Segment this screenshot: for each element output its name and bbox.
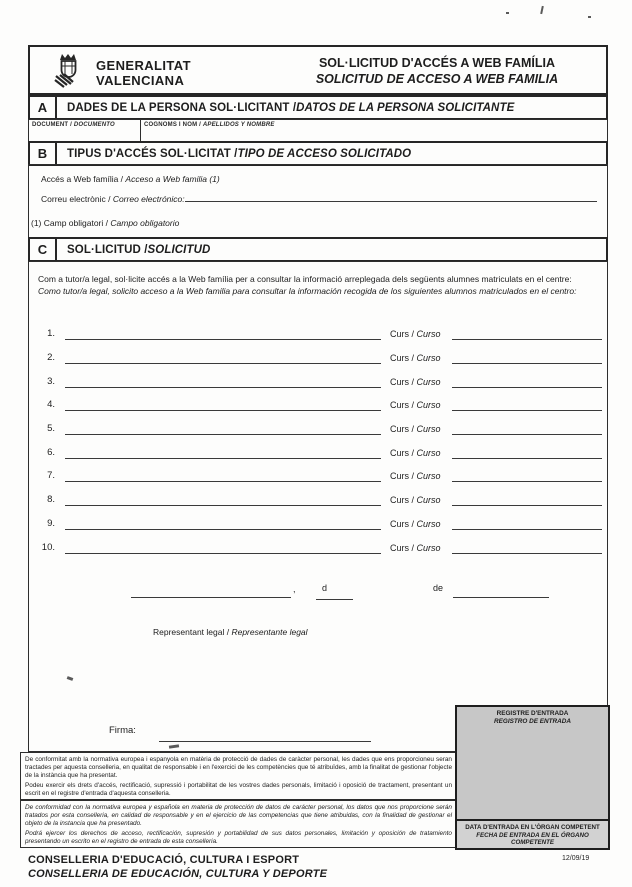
section-a-letter: A <box>30 97 57 118</box>
section-a-header <box>28 95 608 120</box>
representative-ca: Representant legal / <box>153 627 232 637</box>
conselleria-es: CONSELLERIA DE EDUCACIÓN, CULTURA Y DEPORTE <box>28 867 328 880</box>
access-label-es: Acceso a Web familia (1) <box>125 174 220 184</box>
curs-line[interactable] <box>452 467 602 482</box>
access-label-ca: Accés a Web família / <box>41 174 126 184</box>
conselleria-footer <box>28 854 327 881</box>
student-row <box>29 466 609 482</box>
student-row-number: 3. <box>47 376 55 387</box>
legal-es-paragraph-2: Podrá ejercer los derechos de acceso, rectificación, supresión y portabilidad de sus datos personales, limitación y oposición de tratamiento presentando un escrito en el registro de entrada de esta conselleria. <box>25 829 452 845</box>
curs-label-ca: Curs / <box>390 400 417 410</box>
student-row <box>29 372 609 388</box>
curs-label <box>390 447 441 459</box>
curs-label-es: Curso <box>416 495 441 505</box>
curs-label-ca: Curs / <box>390 543 417 553</box>
document-label-ca: DOCUMENT / <box>32 122 74 128</box>
student-row-number: 1. <box>47 328 55 339</box>
data-protection-notice-ca <box>20 752 457 800</box>
place-input-line[interactable] <box>131 584 291 598</box>
signature-line[interactable] <box>159 717 371 742</box>
section-a-fields <box>28 119 608 143</box>
legal-ca-paragraph-1: De conformitat amb la normativa europea i espanyola en matèria de protecció de dades de caràcter personal, les dades que ens proporcioneu seran tractades per aquesta conselleria, en qualitat de responsable i en l'exercici de les competències que té atribuïdes, amb la finalitat de gestionar l'objecte de la instància que ha presentat. <box>25 756 452 779</box>
curs-label-ca: Curs / <box>390 353 417 363</box>
curs-label-es: Curso <box>416 424 441 434</box>
date-d-label: d <box>322 583 328 593</box>
student-name-line[interactable] <box>65 349 381 364</box>
document-field[interactable] <box>29 120 141 142</box>
firma-label: Firma: <box>109 725 136 736</box>
registry-entry-date-label <box>457 819 608 848</box>
section-b-title-es: TIPO DE ACCESO SOLICITADO <box>237 147 412 160</box>
curs-label <box>390 376 441 388</box>
note-es: Campo obligatorio <box>110 218 180 228</box>
student-row <box>29 514 609 530</box>
student-row-number: 6. <box>47 447 55 458</box>
mandatory-field-note <box>31 218 179 228</box>
day-input-line[interactable] <box>316 586 353 600</box>
student-name-line[interactable] <box>65 373 381 388</box>
name-label-ca: COGNOMS I NOM / <box>144 122 203 128</box>
section-b-content <box>28 164 608 238</box>
form-title-ca: SOL·LICITUD D'ACCÉS A WEB FAMÍLIA <box>318 56 556 70</box>
student-name-line[interactable] <box>65 539 381 554</box>
scan-artifact <box>588 16 591 18</box>
curs-label-es: Curso <box>416 543 441 553</box>
curs-line[interactable] <box>452 539 602 554</box>
registry-title-ca: REGISTRE D'ENTRADA <box>496 710 569 717</box>
curs-label-es: Curso <box>416 519 441 529</box>
curs-label-es: Curso <box>416 471 441 481</box>
section-b-title-ca: TIPUS D'ACCÉS SOL·LICITAT / <box>67 147 238 160</box>
date-de-label: de <box>433 583 444 593</box>
name-field[interactable] <box>141 120 607 142</box>
email-input-line[interactable] <box>185 191 597 202</box>
document-label-es: DOCUMENTO <box>73 122 115 128</box>
curs-label <box>390 352 441 364</box>
curs-label <box>390 328 441 340</box>
curs-label-ca: Curs / <box>390 377 417 387</box>
section-b-title <box>57 143 606 164</box>
curs-label <box>390 494 441 506</box>
student-row-number: 9. <box>47 518 55 529</box>
curs-label-es: Curso <box>416 353 441 363</box>
student-row <box>29 490 609 506</box>
name-label-es: APELLIDOS Y NOMBRE <box>202 122 275 128</box>
request-intro-ca: Com a tutor/a legal, sol·licite accés a la Web família per a consultar la informació arreplegada dels següents alumnes matriculats en el centre: <box>38 274 572 284</box>
registry-date-label-ca: DATA D'ENTRADA EN L'ÒRGAN COMPETENT <box>465 824 600 831</box>
scan-artifact <box>506 12 509 14</box>
section-a-title-es: DATOS DE LA PERSONA SOLICITANTE <box>296 101 515 114</box>
registry-title-es: REGISTRO DE ENTRADA <box>493 718 572 725</box>
curs-label <box>390 542 441 554</box>
month-input-line[interactable] <box>453 584 549 598</box>
registry-title <box>457 707 608 726</box>
section-c-title-ca: SOL·LICITUD / <box>67 243 148 256</box>
curs-label-es: Curso <box>416 448 441 458</box>
legal-representative-label <box>153 627 308 637</box>
student-name-line[interactable] <box>65 396 381 411</box>
curs-label-ca: Curs / <box>390 519 417 529</box>
student-name-line[interactable] <box>65 325 381 340</box>
curs-label <box>390 423 441 435</box>
document-field-label <box>29 120 140 128</box>
curs-line[interactable] <box>452 444 602 459</box>
logo-wordmark <box>96 58 191 88</box>
section-c-header <box>28 237 608 262</box>
curs-line[interactable] <box>452 325 602 340</box>
name-field-label <box>141 120 607 128</box>
generalitat-valenciana-emblem-icon <box>48 52 88 92</box>
student-row-number: 5. <box>47 423 55 434</box>
student-name-line[interactable] <box>65 491 381 506</box>
student-name-line[interactable] <box>65 420 381 435</box>
logo-line1: GENERALITAT <box>96 58 191 73</box>
curs-label-ca: Curs / <box>390 471 417 481</box>
web-familia-access-option[interactable] <box>41 174 220 184</box>
student-row-number: 7. <box>47 470 55 481</box>
curs-label-es: Curso <box>416 329 441 339</box>
email-label <box>41 194 185 204</box>
scan-artifact <box>67 676 74 681</box>
student-row <box>29 443 609 459</box>
curs-label-ca: Curs / <box>390 329 417 339</box>
student-row-number: 8. <box>47 494 55 505</box>
student-row <box>29 538 609 554</box>
legal-ca-paragraph-2: Podeu exercir els drets d'accés, rectificació, supressió i portabilitat de les vostres dades personals, limitació i oposició de tractament, presentant un escrit en el registre d'entrada d'aquesta conselleria. <box>25 781 452 797</box>
curs-line[interactable] <box>452 373 602 388</box>
form-header <box>28 45 608 95</box>
section-b-letter: B <box>30 143 57 164</box>
section-a-title-ca: DADES DE LA PERSONA SOL·LICITANT / <box>67 101 297 114</box>
curs-line[interactable] <box>452 515 602 530</box>
student-name-line[interactable] <box>65 444 381 459</box>
scan-artifact <box>169 744 179 748</box>
section-c-title-es: SOLICITUD <box>147 243 211 256</box>
student-name-line[interactable] <box>65 515 381 530</box>
date-comma: , <box>293 584 296 594</box>
curs-line[interactable] <box>452 420 602 435</box>
registry-date-label-es: FECHA DE ENTRADA EN EL ÓRGANO COMPETENTE <box>476 831 589 847</box>
email-row <box>41 191 597 204</box>
request-intro <box>38 274 600 297</box>
scan-artifact <box>540 6 544 14</box>
curs-label-es: Curso <box>416 377 441 387</box>
email-label-ca: Correu electrònic / <box>41 194 113 204</box>
student-row-number: 4. <box>47 399 55 410</box>
student-row-number: 2. <box>47 352 55 363</box>
student-row <box>29 395 609 411</box>
section-c-content <box>28 261 608 752</box>
legal-es-paragraph-1: De conformidad con la normativa europea y española en materia de protección de datos de carácter personal, los datos que nos proporcione serán tratados por esta conselleria, en calidad de responsable y en el ejercicio de las competencias que tiene atribuidas, con la finalidad de gestionar el objeto de la instancia que ha presentado. <box>25 804 452 827</box>
student-row <box>29 419 609 435</box>
student-name-line[interactable] <box>65 467 381 482</box>
form-version-date: 12/09/19 <box>562 855 590 862</box>
logo-line2: VALENCIANA <box>96 73 185 88</box>
student-row-number: 10. <box>41 542 55 553</box>
curs-label <box>390 518 441 530</box>
section-c-letter: C <box>30 239 57 260</box>
section-c-title <box>57 239 606 260</box>
curs-line[interactable] <box>452 349 602 364</box>
entry-registry-stamp-box <box>455 705 610 850</box>
curs-label-es: Curso <box>416 400 441 410</box>
form-title <box>262 56 612 87</box>
curs-label-ca: Curs / <box>390 448 417 458</box>
section-a-title <box>57 97 606 118</box>
curs-label-ca: Curs / <box>390 424 417 434</box>
curs-label <box>390 399 441 411</box>
conselleria-ca: CONSELLERIA D'EDUCACIÓ, CULTURA I ESPORT <box>28 854 300 866</box>
curs-label-ca: Curs / <box>390 495 417 505</box>
curs-line[interactable] <box>452 396 602 411</box>
student-row <box>29 348 609 364</box>
data-protection-notice-es <box>20 800 457 848</box>
note-ca: (1) Camp obligatori / <box>31 218 111 228</box>
representative-es: Representante legal <box>231 627 308 637</box>
form-title-es: SOLICITUD DE ACCESO A WEB FAMILIA <box>315 71 559 86</box>
request-intro-es: Como tutor/a legal, solicito acceso a la Web familia para consultar la información recogida de los siguientes alumnos matriculados en el centro: <box>38 285 577 296</box>
curs-label <box>390 470 441 482</box>
section-b-header <box>28 141 608 166</box>
curs-line[interactable] <box>452 491 602 506</box>
email-label-es: Correo electrónico: <box>112 194 185 204</box>
student-row <box>29 324 609 340</box>
